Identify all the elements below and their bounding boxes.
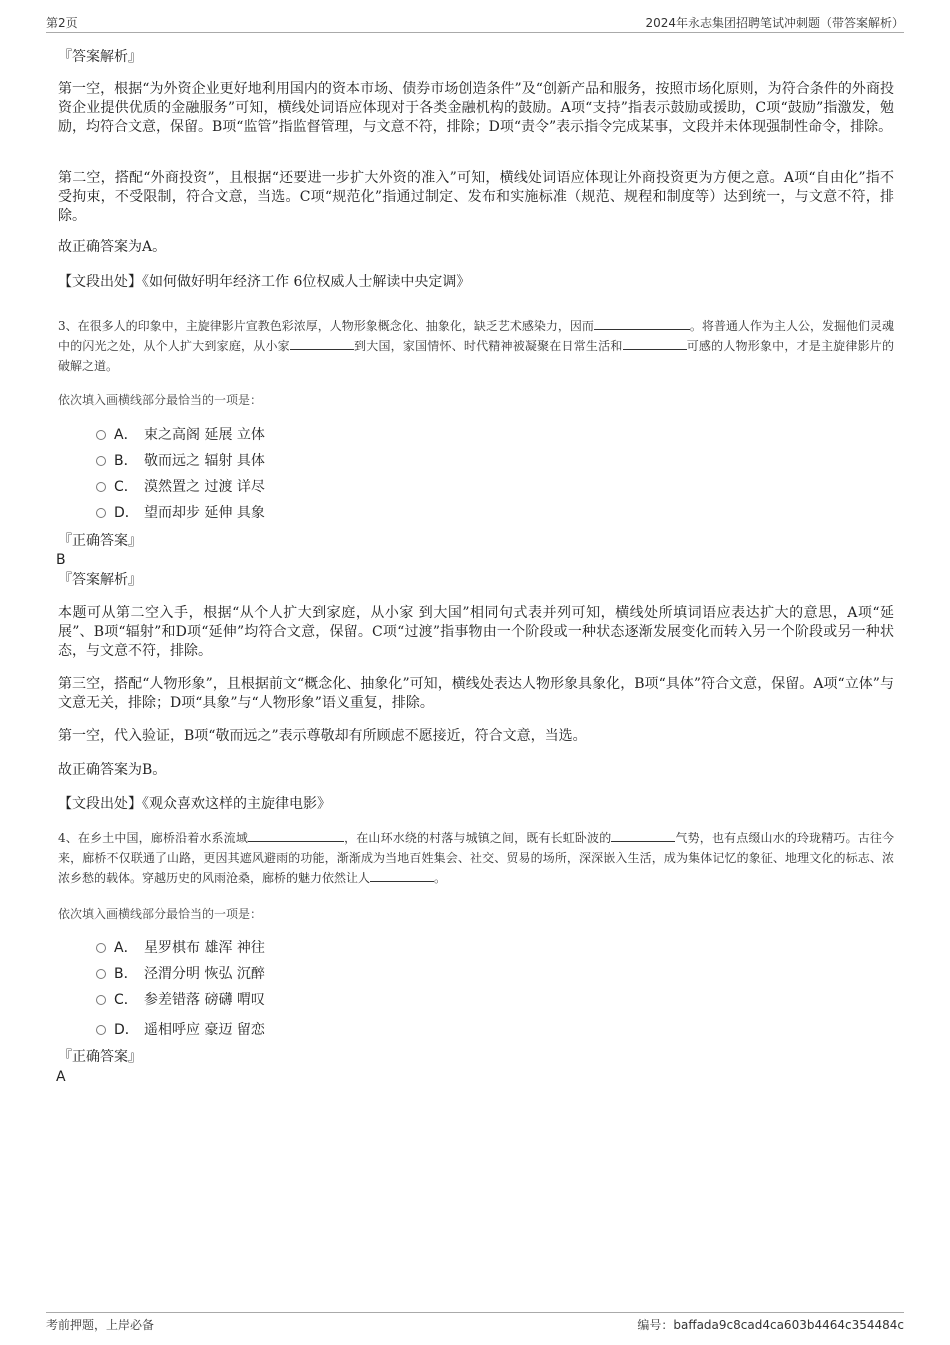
blank-line [594, 317, 690, 330]
radio-icon[interactable] [96, 456, 106, 466]
radio-icon[interactable] [96, 482, 106, 492]
q4-option-d[interactable]: D． 遥相呼应 豪迈 留恋 [96, 1020, 265, 1040]
q3-prompt: 依次填入画横线部分最恰当的一项是： [58, 393, 263, 407]
blank-line [370, 869, 434, 882]
page-header [46, 12, 904, 33]
q3-option-b[interactable]: B． 敬而远之 辐射 具体 [96, 451, 265, 471]
q3-answer: B [56, 552, 66, 568]
q4-answer: A [56, 1069, 66, 1085]
page-footer [46, 1312, 904, 1335]
q3-source: 【文段出处】《观众喜欢这样的主旋律电影》 [58, 796, 331, 812]
q3-stem [58, 316, 894, 376]
blank-line [623, 337, 687, 350]
q4-option-c[interactable]: C． 参差错落 磅礴 喟叹 [96, 990, 265, 1010]
q2-analysis-label: 『答案解析』 [58, 49, 142, 65]
radio-icon[interactable] [96, 969, 106, 979]
q4-stem-part-4: 。 [434, 871, 447, 885]
q4-stem-part-1: 4、在乡土中国，廊桥沿着水系流域 [58, 831, 248, 845]
q3-stem-part-2: 。将普通人作为主人公，发掘他们灵魂中的闪光之处，从个人扩大到家庭，从小家 [58, 319, 894, 353]
q3-stem-part-3: 到大国，家国情怀、时代精神被凝聚在日常生活和 [353, 339, 623, 353]
q2-analysis-p1: 第一空，根据“为外资企业更好地利用国内的资本市场、债券市场创造条件”及“创新产品和服务，按照市场化原则，为符合条件的外商投资企业提供优质的金融服务”可知，横线处词语应体现对于各类金融机构的鼓励。A项“支持”指表示鼓励或援助，C项“鼓励”指激发，勉励，均符合文意，保留。B项“监管”指监督管理，与文意不符，排除；D项“责令”表示指令完成某事，文段并未体现强制性命令，排除。 [58, 81, 894, 135]
q4-option-b[interactable]: B． 泾渭分明 恢弘 沉醉 [96, 964, 265, 984]
q2-conclusion: 故正确答案为A。 [58, 239, 167, 255]
blank-line [248, 829, 344, 842]
footer-slogan: 考前押题，上岸必备 [46, 1318, 155, 1332]
q3-conclusion: 故正确答案为B。 [58, 762, 167, 778]
q4-stem [58, 828, 894, 888]
q4-answer-label: 『正确答案』 [58, 1049, 142, 1065]
q3-stem-part-4: 可感的人物形象中，才是主旋律影片的破解之道。 [58, 339, 894, 373]
q3-analysis-p2: 第三空，搭配“人物形象”，且根据前文“概念化、抽象化”可知，横线处表达人物形象具象化，B项“具体”符合文意，保留。A项“立体”与文意无关，排除；D项“具象”与“人物形象”语义重复，排除。 [58, 676, 894, 711]
q3-option-d[interactable]: D． 望而却步 延伸 具象 [96, 503, 265, 523]
q3-answer-label: 『正确答案』 [58, 533, 142, 549]
q2-source: 【文段出处】《如何做好明年经济工作 6位权威人士解读中央定调》 [58, 274, 471, 290]
q3-analysis-p3: 第一空，代入验证，B项“敬而远之”表示尊敬却有所顾虑不愿接近，符合文意，当选。 [58, 728, 587, 744]
q3-option-c[interactable]: C． 漠然置之 过渡 详尽 [96, 477, 265, 497]
q3-analysis-p1: 本题可从第二空入手，根据“从个人扩大到家庭，从小家 到大国”相同句式表并列可知，横线处所填词语应表达扩大的意思，A项“延展”、B项“辐射”和D项“延伸”均符合文意，保留。C项“过渡”指事物由一个阶段或一种状态逐渐发展变化而转入另一个阶段或另一种状态，与文意不符，排除。 [58, 605, 894, 659]
radio-icon[interactable] [96, 430, 106, 440]
document-title: 2024年永志集团招聘笔试冲刺题（带答案解析） [645, 16, 904, 30]
q4-option-a[interactable]: A． 星罗棋布 雄浑 神往 [96, 938, 265, 958]
radio-icon[interactable] [96, 508, 106, 518]
document-id: 编号：baffada9c8cad4ca603b4464c354484c [637, 1318, 904, 1332]
radio-icon[interactable] [96, 1025, 106, 1035]
radio-icon[interactable] [96, 943, 106, 953]
q4-stem-part-2: ，在山环水绕的村落与城镇之间，既有长虹卧波的 [343, 831, 612, 845]
blank-line [611, 829, 675, 842]
page-number: 第2页 [46, 16, 78, 30]
q3-option-a[interactable]: A． 束之高阁 延展 立体 [96, 425, 265, 445]
q4-prompt: 依次填入画横线部分最恰当的一项是： [58, 907, 263, 921]
q2-analysis-p2: 第二空，搭配“外商投资”，且根据“还要进一步扩大外资的准入”可知，横线处词语应体现让外商投资更为方便之意。A项“自由化”指不受拘束，不受限制，符合文意，当选。C项“规范化”指通过制定、发布和实施标准（规范、规程和制度等）达到统一，与文意不符，排除。 [58, 170, 894, 224]
blank-line [290, 337, 354, 350]
q3-analysis-label: 『答案解析』 [58, 572, 142, 588]
q4-stem-part-3: 气势，也有点缀山水的玲珑精巧。古往今来，廊桥不仅联通了山路，更因其遮风避雨的功能，渐渐成为当地百姓集会、社交、贸易的场所，深深嵌入生活，成为集体记忆的象征、地理文化的标志、浓浓乡愁的载体。穿越历史的风雨沧桑，廊桥的魅力依然让人 [58, 831, 894, 885]
q3-stem-part-1: 3、在很多人的印象中，主旋律影片宣教色彩浓厚，人物形象概念化、抽象化，缺乏艺术感染力，因而 [58, 319, 594, 333]
radio-icon[interactable] [96, 995, 106, 1005]
